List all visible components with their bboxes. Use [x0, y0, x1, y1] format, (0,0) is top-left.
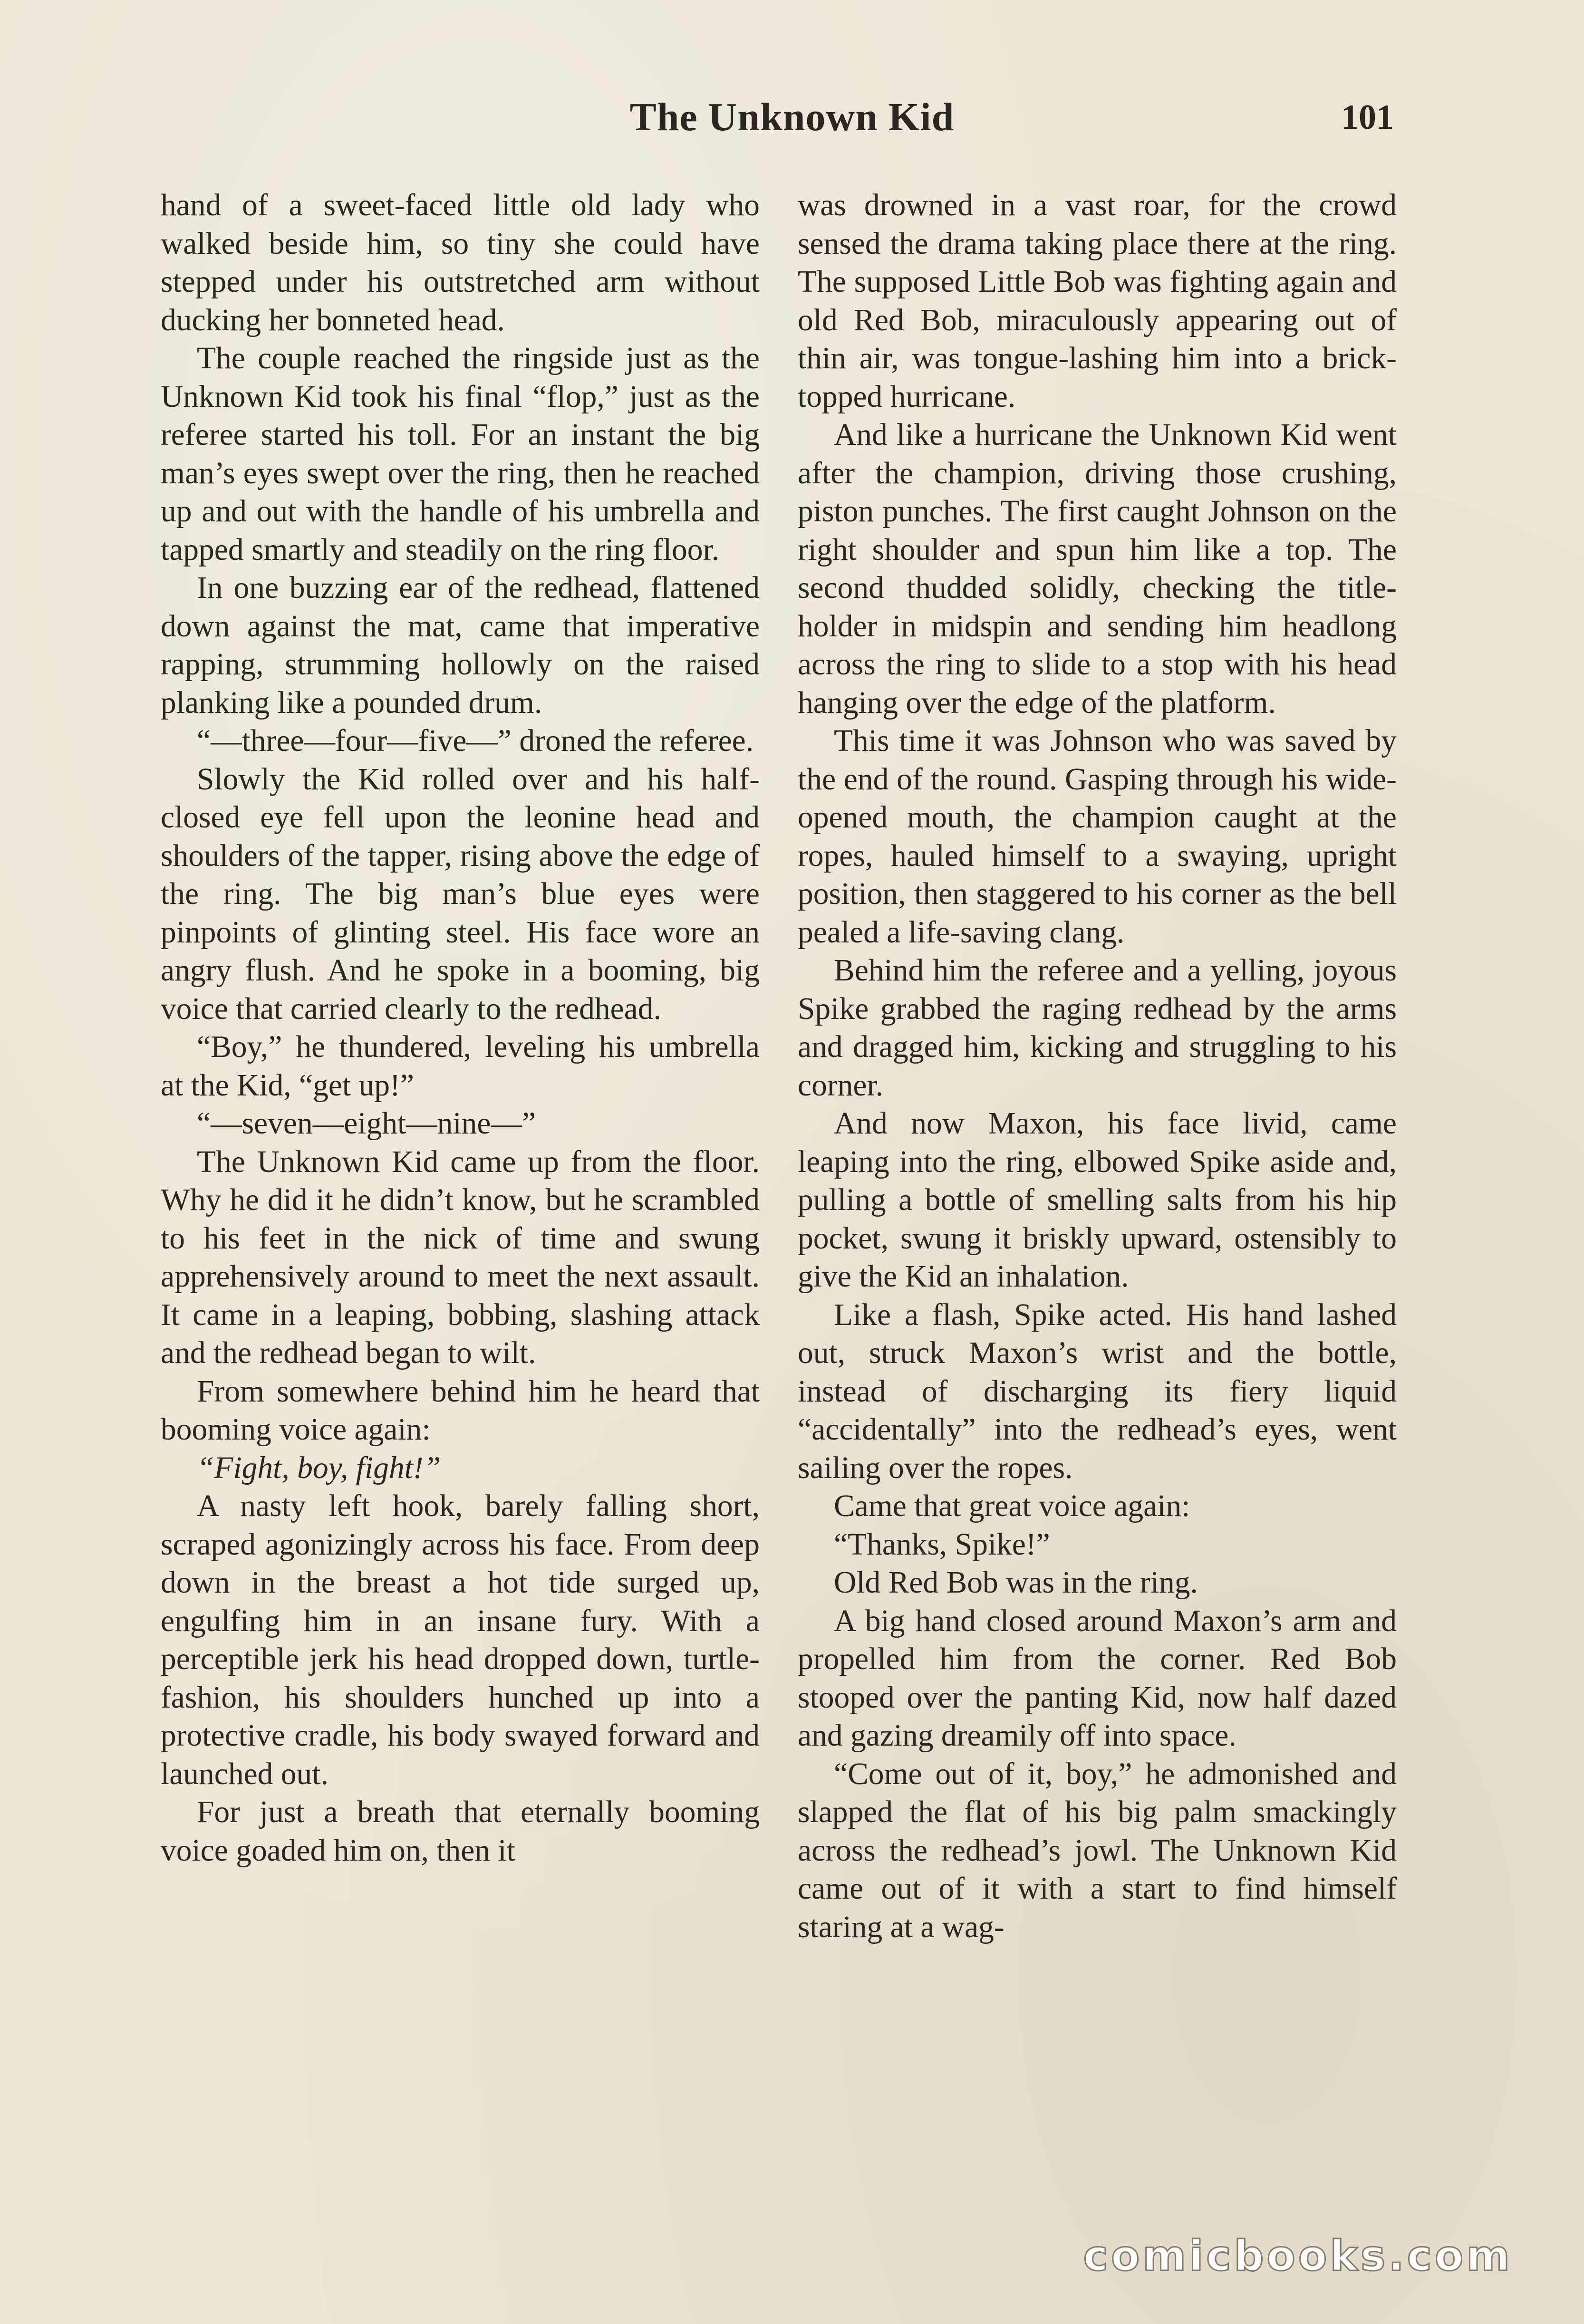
paragraph: From somewhere behind him he heard that booming voice again:: [161, 1374, 760, 1447]
paragraph: hand of a sweet-faced little old lady who walked beside him, so tiny she could have stepped under his outstretched arm without ducking her bonneted head.: [161, 188, 760, 337]
paragraph: This time it was Johnson who was saved by the end of the round. Gasping through his wide-opened mouth, the champion caught at the ropes, hauled himself to a swaying, upright position, then staggered to his corner as the bell pealed a life-saving clang.: [798, 724, 1397, 950]
paragraph: Slowly the Kid rolled over and his half-closed eye fell upon the leonine head and shoulders of the tapper, rising above the edge of the ring. The big man’s blue eyes were pinpoints of glinting steel. His face wore an angry flush. And he spoke in a booming, big voice that carried clearly to the redhead.: [161, 762, 760, 1026]
text-columns: [161, 186, 1397, 2197]
paragraph: A nasty left hook, barely falling short, scraped agonizingly across his face. From deep down in the breast a hot tide surged up, engulfing him in an insane fury. With a perceptible jerk his head dropped down, turtle-fashion, his shoulders hunched up into a protective cradle, his body swayed forward and launched out.: [161, 1489, 760, 1791]
paragraph: Behind him the referee and a yelling, joyous Spike grabbed the raging redhead by the arms and dragged him, kicking and struggling to his corner.: [798, 953, 1397, 1103]
paragraph: “Boy,” he thundered, leveling his umbrella at the Kid, “get up!”: [161, 1030, 760, 1103]
paragraph: Old Red Bob was in the ring.: [834, 1565, 1198, 1600]
paragraph: “Fight, boy, fight!”: [197, 1450, 441, 1485]
paragraph: The couple reached the ringside just as the Unknown Kid took his final “flop,” just as the referee started his toll. For an instant the big man’s eyes swept over the ring, then he reached up and out with the handle of his umbrella and tapped smartly and steadily on the ring floor.: [161, 341, 760, 567]
paragraph: “—three—four—five—” droned the referee.: [197, 724, 754, 758]
paragraph: “Come out of it, boy,” he admonished and slapped the flat of his big palm smackingly across the redhead’s jowl. The Unknown Kid came out of it with a start to find himself staring at a wag-: [798, 1757, 1397, 1944]
running-title: The Unknown Kid: [629, 95, 955, 139]
page-number: 101: [1341, 98, 1394, 137]
paragraph: Like a flash, Spike acted. His hand lashed out, struck Maxon’s wrist and the bottle, instead of discharging its fiery liquid “accidentally” into the redhead’s eyes, went sailing over the ropes.: [798, 1297, 1397, 1485]
watermark: comicbooks.com: [1083, 2231, 1513, 2280]
paragraph: “—seven—eight—nine—”: [197, 1106, 536, 1141]
paragraph: was drowned in a vast roar, for the crowd sensed the drama taking place there at the ring. The supposed Little Bob was fighting again and old Red Bob, miraculously appearing out of thin air, was tongue-lashing him into a brick-topped hurricane.: [798, 188, 1397, 414]
paragraph: A big hand closed around Maxon’s arm and propelled him from the corner. Red Bob stooped over the panting Kid, now half dazed and gazing dreamily off into space.: [798, 1604, 1397, 1753]
paragraph: Came that great voice again:: [834, 1489, 1190, 1523]
paragraph: In one buzzing ear of the redhead, flattened down against the mat, came that imperative rapping, strumming hollowly on the raised planking like a pounded drum.: [161, 571, 760, 720]
paragraph: “Thanks, Spike!”: [834, 1527, 1050, 1562]
right-column: [798, 186, 1397, 2197]
paragraph: And now Maxon, his face livid, came leaping into the ring, elbowed Spike aside and, pulling a bottle of smelling salts from his hip pocket, swung it briskly upward, ostensibly to give the Kid an inhalation.: [798, 1106, 1397, 1294]
left-column: [161, 186, 760, 2197]
paragraph: And like a hurricane the Unknown Kid went after the champion, driving those crushing, piston punches. The first caught Johnson on the right shoulder and spun him like a top. The second thudded solidly, checking the title-holder in midspin and sending him headlong across the ring to slide to a stop with his head hanging over the edge of the platform.: [798, 418, 1397, 720]
paragraph: The Unknown Kid came up from the floor. Why he did it he didn’t know, but he scrambled to his feet in the nick of time and swung apprehensively around to meet the next assault. It came in a leaping, bobbing, slashing attack and the redhead began to wilt.: [161, 1144, 760, 1370]
paragraph: For just a breath that eternally booming voice goaded him on, then it: [161, 1795, 760, 1868]
